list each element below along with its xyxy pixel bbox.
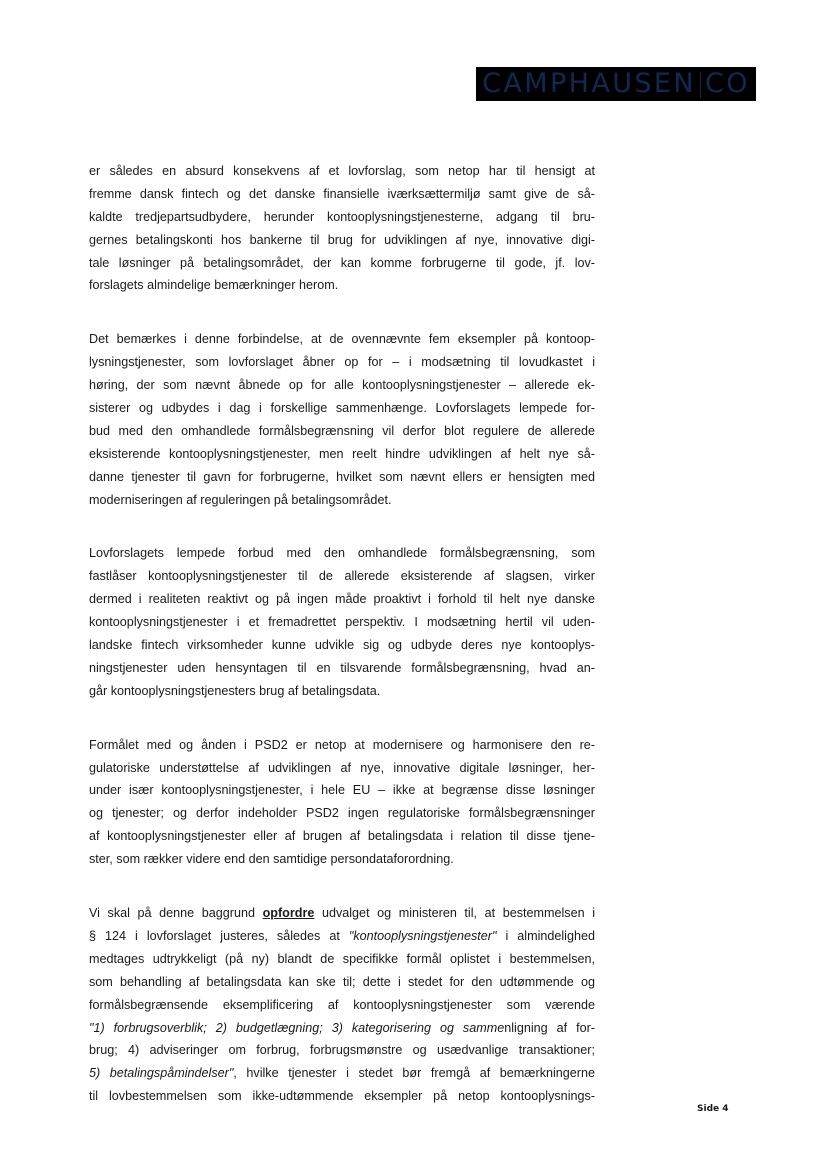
- text-line: sisterer og udbydes i dag i forskellige sammenhænge. Lovforslagets lempede for-: [89, 401, 595, 416]
- text-line: 5) betalingspåmindelser", hvilke tjenester i stedet bør fremgå af bemærkningerne: [89, 1066, 596, 1081]
- text-line: lysningstjenester, som lovforslaget åbner op for – i modsætning til lovudkastet i: [89, 355, 595, 370]
- text-line: landske fintech virksomheder kunne udvikle sig og udbyde deres nye kontooplys-: [89, 638, 595, 653]
- text-line: "1) forbrugsoverblik; 2) budgetlægning; 3) kategorisering og sammenligning af for-: [89, 1020, 595, 1035]
- italic-list-end: 5) betalingspåmindelser": [89, 1066, 234, 1081]
- text-line: § 124 i lovforslaget justeres, således at "kontooplysningstjenester" i almindelighed: [89, 928, 595, 943]
- text-line: fremme dansk fintech og det danske finansielle iværksættermiljø samt give de så-: [89, 186, 595, 201]
- text-line: moderniseringen af reguleringen på betalingsområdet.: [89, 492, 392, 507]
- paragraph: [89, 734, 595, 871]
- document-body: [89, 160, 595, 1139]
- text-line: Det bemærkes i denne forbindelse, at de ovennævnte fem eksempler på kontoop-: [89, 332, 595, 347]
- text-line: gulatoriske understøttelse af udviklingen af nye, innovative digitale løsninger, her-: [89, 760, 595, 775]
- italic-list: "1) forbrugsoverblik; 2) budgetlægning; 3) kategorisering og samme: [89, 1020, 505, 1035]
- italic-term: "kontooplysningstjenester": [348, 928, 497, 943]
- text-line: til lovbestemmelsen som ikke-udtømmende eksempler på netop kontooplysnings-: [89, 1089, 595, 1104]
- paragraph: [89, 328, 595, 511]
- paragraph-recommendation: [89, 902, 595, 1108]
- text-line: medtages udtrykkeligt (på ny) blandt de specifikke formål oplistet i bestemmelsen,: [89, 951, 595, 966]
- text-line: eksisterende kontooplysningstjenester, men reelt hindre udviklingen af helt nye så-: [89, 446, 595, 461]
- text-line: formålsbegrænsende eksemplificering af kontooplysningstjenester som værende: [89, 997, 595, 1012]
- logo-name: CAMPHAUSEN: [482, 68, 696, 99]
- text-line: kontooplysningstjenester i et fremadrettet perspektiv. I modsætning hertil vil uden-: [89, 615, 595, 630]
- text-line: fastlåser kontooplysningstjenester til de allerede eksisterende af slagsen, virker: [89, 569, 595, 584]
- text-line: danne tjenester til gavn for forbrugerne, hvilket som nævnt ellers er hensigten med: [89, 469, 595, 484]
- page-number: Side 4: [697, 1104, 729, 1114]
- logo-divider: [700, 72, 701, 98]
- paragraph: [89, 160, 595, 297]
- text-line: bud med den omhandlede formålsbegrænsning vil derfor blot regulere de allerede: [89, 423, 595, 438]
- text-line: tale løsninger på betalingsområdet, der kan komme forbrugerne til gode, jf. lov-: [89, 255, 595, 270]
- paragraph: [89, 542, 595, 702]
- text-line: går kontooplysningstjenesters brug af betalingsdata.: [89, 683, 381, 698]
- logo-text: [482, 67, 750, 101]
- emphasis-opfordre: opfordre: [262, 906, 315, 921]
- text-line: høring, der som nævnt åbnede op for alle kontooplysningstjenester – allerede ek-: [89, 378, 595, 393]
- text-line: forslagets almindelige bemærkninger herom.: [89, 278, 339, 293]
- text-line: under især kontooplysningstjenester, i hele EU – ikke at begrænse disse løsninger: [89, 783, 595, 798]
- text-line: er således en absurd konsekvens af et lovforslag, som netop har til hensigt at: [89, 164, 595, 178]
- text-line: Lovforslagets lempede forbud med den omhandlede formålsbegrænsning, som: [89, 546, 595, 561]
- text-line: Vi skal på denne baggrund opfordre udvalget og ministeren til, at bestemmelsen i: [89, 906, 595, 921]
- text-line: af kontooplysningstjenester eller af brugen af betalingsdata i relation til disse tjene-: [89, 829, 595, 844]
- logo-suffix: CO: [704, 68, 750, 99]
- company-logo: [476, 67, 756, 101]
- text-line: dermed i realiteten reaktivt og på ingen måde proaktivt i forhold til helt nye danske: [89, 592, 595, 607]
- text-line: og tjenester; og derfor indeholder PSD2 ingen regulatoriske formålsbegrænsninger: [89, 806, 595, 821]
- text-line: kaldte tredjepartsudbydere, herunder kontooplysningstjenesterne, adgang til bru-: [89, 209, 595, 224]
- text-line: Formålet med og ånden i PSD2 er netop at modernisere og harmonisere den re-: [89, 737, 595, 752]
- text-line: ster, som rækker videre end den samtidige persondataforordning.: [89, 852, 454, 867]
- paragraph-list: [89, 160, 595, 871]
- text-line: som behandling af betalingsdata kan ske til; dette i stedet for den udtømmende og: [89, 974, 595, 989]
- text-line: ningstjenester uden hensyntagen til en tilsvarende formålsbegrænsning, hvad an-: [89, 660, 595, 675]
- text-line: brug; 4) adviseringer om forbrug, forbrugsmønstre og usædvanlige transaktioner;: [89, 1043, 595, 1058]
- text-line: gernes betalingskonti hos bankerne til brug for udviklingen af nye, innovative digi-: [89, 232, 595, 247]
